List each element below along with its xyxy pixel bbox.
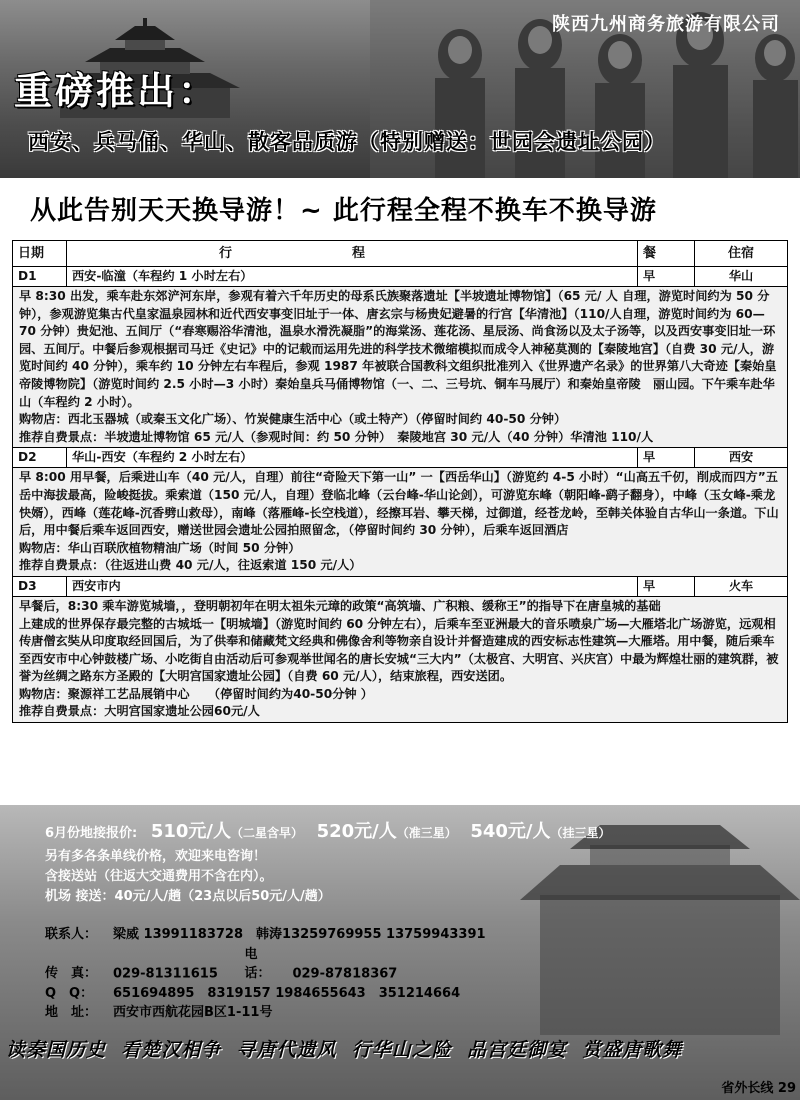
footer-slogan: 读秦国历史 bbox=[6, 1039, 107, 1061]
day-label: D3 bbox=[13, 577, 67, 596]
footer-slogan: 看楚汉相争 bbox=[121, 1039, 222, 1061]
footer-slogan: 赏盛唐歌舞 bbox=[582, 1039, 683, 1061]
day-meal: 早 bbox=[638, 577, 695, 596]
day-label: D2 bbox=[13, 448, 67, 467]
header-route: 行程 bbox=[67, 241, 638, 266]
day-description-row bbox=[13, 468, 787, 577]
day-row bbox=[13, 577, 787, 597]
day-description bbox=[13, 597, 787, 722]
day-stay: 西安 bbox=[728, 450, 754, 465]
price-tier-2-note: （准三星） bbox=[396, 826, 457, 840]
table-header-row bbox=[13, 241, 787, 267]
note-line: 另有多各条单线价格，欢迎来电咨询！ bbox=[45, 849, 267, 864]
address: 西安市西航花园B区1-11号 bbox=[113, 1005, 273, 1020]
note-line: 机场 接送：40元/人/趟（23点以后50元/人/趟） bbox=[45, 889, 331, 904]
footer-slogan: 寻唐代遗风 bbox=[236, 1039, 337, 1061]
day-label: D1 bbox=[13, 267, 67, 286]
shopping-line: 购物店：西北玉器城（或秦玉文化广场）、竹炭健康生活中心（或土特产）（停留时间约 40-50 分钟） bbox=[19, 412, 567, 427]
contact-fax-line bbox=[45, 945, 486, 984]
contact-people-line bbox=[45, 925, 486, 945]
description-paragraph: 早 8:00 用早餐，后乘进山车（40 元/人，自理）前往“奇险天下第一山” 一【西岳华山】（游览约 4-5 小时）“山高五千仞，削成而四方”五岳中海拔最高，险峻挺拔。乘索道（150 元/人，自理）登临北峰（云台峰-华山论剑），可游览东峰（朝阳峰-鹞子翻身），中峰（玉女峰-乘龙快婿），西峰（莲花峰-沉香劈山救母），南峰（落雁峰-长空栈道），经擦耳岩、攀天梯，过御道，经苍龙岭，至韩关体验自古华山一条道。下山后，用中餐后乘车返回西安，赠送世园会遗址公园拍照留念，（停留时间约 30 分钟），后乘车返回酒店 bbox=[19, 470, 779, 538]
contact-qq-line bbox=[45, 984, 486, 1004]
address-label: 地 址： bbox=[45, 1005, 98, 1020]
contact-address-line bbox=[45, 1003, 486, 1023]
shopping-line: 购物店：华山百联欣植物精油广场（时间 50 分钟） bbox=[19, 540, 301, 555]
pricing-contact-section bbox=[0, 805, 800, 1100]
price-tier-2: 520元/人 bbox=[316, 821, 397, 842]
day-route: 华山-西安（车程约 2 小时左右） bbox=[67, 448, 638, 467]
optional-attractions-line: 推荐自费景点：大明宫国家遗址公园60元/人 bbox=[19, 704, 260, 719]
day-stay: 火车 bbox=[728, 578, 754, 593]
footer-slogan: 品宫廷御宴 bbox=[467, 1039, 568, 1061]
phone-label: 电 话： bbox=[244, 946, 271, 981]
shopping-line: 购物店：聚源祥工艺品展销中心 （停留时间约为40-50分钟 ） bbox=[19, 686, 373, 701]
day-meal: 早 bbox=[638, 267, 695, 286]
contact-people: 梁威 13991183728 韩涛13259769955 13759943391 bbox=[113, 927, 486, 942]
qq-numbers: 651694895 8319157 1984655643 351214664 bbox=[113, 985, 461, 1001]
header-banner bbox=[0, 0, 800, 178]
tour-subtitle: 西安、兵马俑、华山、散客品质游（特别赠送：世园会遗址公园） bbox=[28, 130, 666, 154]
day-row bbox=[13, 448, 787, 468]
optional-attractions-line: 推荐自费景点：（往返进山费 40 元/人，往返索道 150 元/人） bbox=[19, 558, 362, 573]
qq-label: Q Q： bbox=[45, 985, 94, 1001]
footer-slogans bbox=[6, 1035, 794, 1062]
note-line: 含接送站（往返大交通费用不含在内）。 bbox=[45, 869, 273, 884]
day-row bbox=[13, 267, 787, 287]
contact-people-label: 联系人： bbox=[45, 927, 98, 942]
day-stay: 华山 bbox=[728, 269, 754, 283]
day-meal: 早 bbox=[638, 448, 695, 467]
day-description-row bbox=[13, 287, 787, 448]
price-tier-3-note: （挂三星） bbox=[550, 826, 611, 840]
header-stay: 住宿 bbox=[727, 246, 754, 261]
phone-number: 029-87818367 bbox=[292, 966, 398, 981]
price-tier-1: 510元/人 bbox=[150, 821, 231, 842]
fax-label: 传 真： bbox=[45, 966, 98, 981]
fax-number: 029-81311615 bbox=[113, 966, 218, 981]
footer-slogan: 行华山之险 bbox=[351, 1039, 452, 1061]
price-label: 6月份地接报价: bbox=[45, 826, 138, 841]
slogan: 从此告别天天换导游！~ 此行程全程不换车不换导游 bbox=[30, 196, 657, 226]
header-day: 日期 bbox=[13, 241, 67, 266]
day-route: 西安-临潼（车程约 1 小时左右） bbox=[67, 267, 638, 286]
description-paragraph: 上建成的世界保存最完整的古城坻一【明城墙】（游览时间约 60 分钟左右），后乘车至亚洲最大的音乐喷泉广场—大雁塔北广场游览，远观相传唐僧玄奘从印度取经回国后，为了供奉和储藏梵文经典和佛像舍利等物亲自设计并督造建成的西安标志性建筑—大雁塔。用中餐，随后乘车至西安市中心钟鼓楼广场、小吃街自由活动后可参观举世闻名的唐长安城“三大内”（太极宫、大明宫、兴庆宫）中最为辉煌壮丽的建筑群，被誉为丝绸之路东方圣殿的【大明宫国家遗址公园】（自费 60 元/人），结束旅程，西安送团。 bbox=[19, 616, 779, 684]
itinerary-table bbox=[12, 240, 788, 723]
company-name: 陕西九州商务旅游有限公司 bbox=[552, 14, 780, 35]
day-route: 西安市内 bbox=[67, 577, 638, 596]
optional-attractions-line: 推荐自费景点：半坡遗址博物馆 65 元/人（参观时间：约 50 分钟） 秦陵地宫 30 元/人（40 分钟）华清池 110/人 bbox=[19, 429, 654, 444]
price-tier-3: 540元/人 bbox=[470, 821, 551, 842]
pricing-notes bbox=[45, 847, 331, 907]
day-description bbox=[13, 468, 787, 576]
day-description-row bbox=[13, 597, 787, 722]
description-paragraph: 早 8:30 出发，乘车赴东郊浐河东岸，参观有着六千年历史的母系氏族聚落遗址【半坡遗址博物馆】（65 元/ 人 自理，游览时间约为 50 分钟），参观游览集古代皇家温泉园林和近代西安事变旧址于一体、唐玄宗与杨贵妃避暑的行宫【华清池】（110/人自理，游览时间约为 60—70 分钟）贵妃池、五间厅（“春寒赐浴华清池，温泉水滑洗凝脂”的海棠汤、莲花汤、星辰汤、尚食汤以及太子汤等，以及西安事变旧址一环园、五间厅。中餐后参观根据司马迁《史记》中的记载而运用先进的科学技术微缩模拟而成令人神秘莫测的【秦陵地宫】（自费 30 元/人，游览时间约 40 分钟），乘车约 10 分钟左右车程后，参观 1987 年被联合国教科文组织批准列入《世界遗产名录》的世界第八大奇迹【秦始皇帝陵博物院】（游览时间约 2.5 小时—3 小时）秦始皇兵马俑博物馆（一、二、三号坑、铜车马展厅）和秦始皇帝陵 丽山园。下午乘车赴华山（车程约 2 小时）。 bbox=[19, 289, 777, 409]
header-meal: 餐 bbox=[638, 241, 695, 266]
day-description bbox=[13, 287, 787, 447]
price-tier-1-note: （二星含早） bbox=[230, 826, 303, 840]
description-paragraph: 早餐后，8:30 乘车游览城墙，，登明朝初年在明太祖朱元璋的政策“高筑墙、广积粮、缓称王”的指导下在唐皇城的基础 bbox=[19, 598, 661, 613]
price-line bbox=[45, 817, 611, 843]
headline: 重磅推出： bbox=[14, 69, 220, 113]
contact-info bbox=[45, 925, 486, 1023]
page-number: 省外长线 29 bbox=[721, 1081, 796, 1096]
